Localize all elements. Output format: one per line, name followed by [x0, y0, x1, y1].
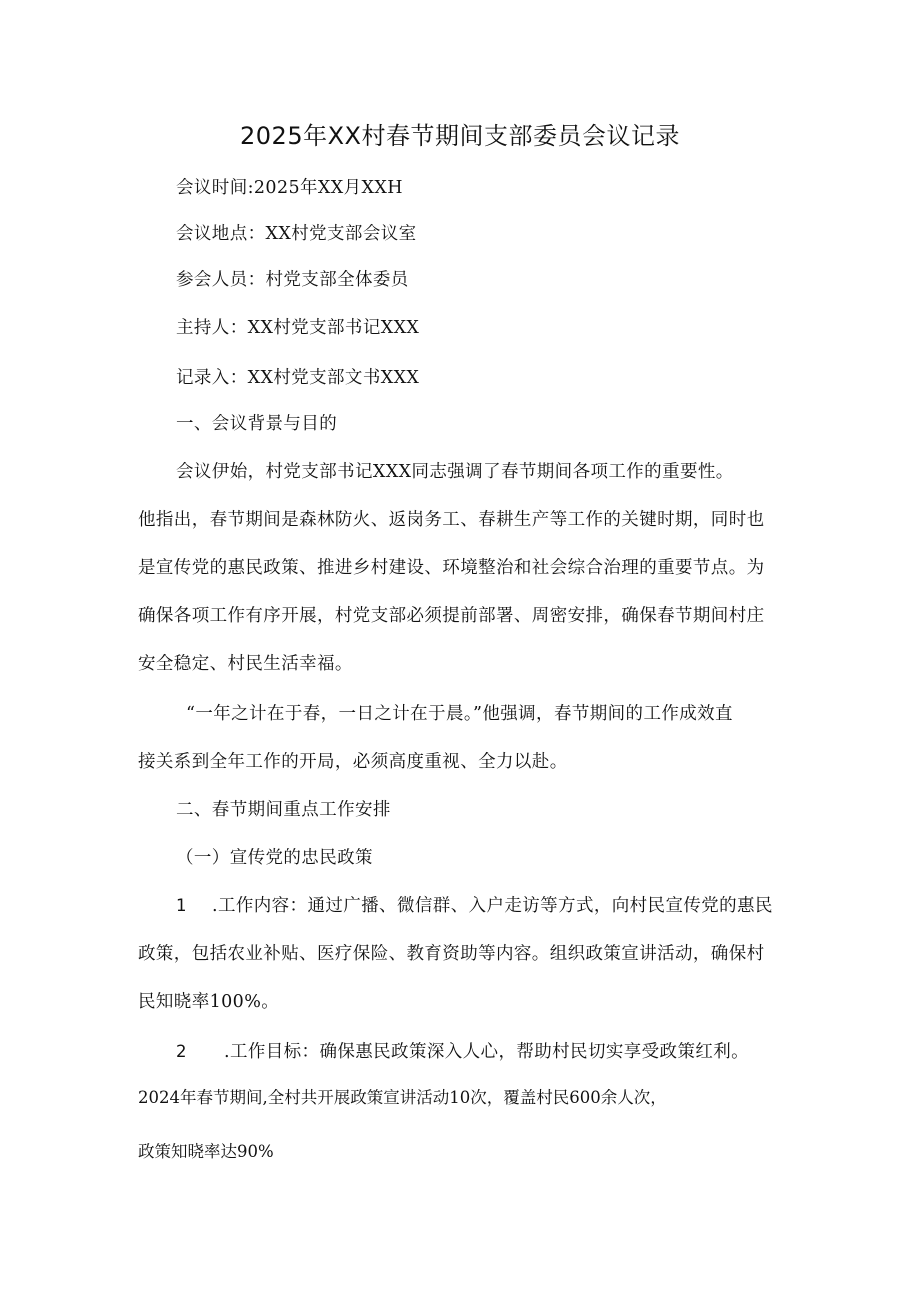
item2-number: 2 [176, 1042, 187, 1061]
section2-heading: 二、春节期间重点工作安排 [176, 800, 391, 820]
section1-paragraph1-line: 会议伊始，村党支部书记XXX同志强调了春节期间各项工作的重要性。 [176, 462, 734, 482]
section1-paragraph2-line: “一年之计在于春，一日之计在于晨。”他强调，春节期间的工作成效直 [186, 704, 733, 724]
section1-paragraph2-line: 接关系到全年工作的开局，必须高度重视、全力以赴。 [138, 752, 568, 772]
meeting-recorder: 记录入：XX村党支部文书XXX [176, 368, 420, 388]
item1-text: .工作内容：通过广播、微信群、入户走访等方式，向村民宣传党的惠民 [212, 896, 773, 916]
item1-number: 1 [176, 896, 187, 915]
item1-line: 政策，包括农业补贴、医疗保险、教育资助等内容。组织政策宣讲活动，确保村 [138, 944, 765, 964]
subsection1-heading: （一）宣传党的忠民政策 [176, 848, 373, 868]
item2-line: 2024年春节期间,全村共开展政策宣讲活动10次，覆盖村民600余人次， [138, 1088, 667, 1107]
meeting-attendees: 参会人员：村党支部全体委员 [176, 270, 409, 290]
section1-paragraph1-line: 确保各项工作有序开展，村党支部必须提前部署、周密安排，确保春节期间村庄 [138, 606, 765, 626]
item2-text: .工作目标：确保惠民政策深入人心，帮助村民切实享受政策红利。 [224, 1042, 750, 1062]
item2-line: 政策知晓率达90% [138, 1142, 274, 1161]
item2-first-line [176, 1040, 749, 1064]
meeting-host: 主持人：XX村党支部书记XXX [176, 318, 420, 338]
section1-heading: 一、会议背景与目的 [176, 414, 338, 434]
meeting-time: 会议时间:2025年XX月XXH [176, 178, 403, 198]
item1-line: 民知晓率100%。 [138, 992, 280, 1012]
item1-first-line [176, 894, 773, 918]
section1-paragraph1-line: 是宣传党的惠民政策、推进乡村建设、环境整治和社会综合治理的重要节点。为 [138, 558, 765, 578]
meeting-place: 会议地点：XX村党支部会议室 [176, 224, 417, 244]
section1-paragraph1-line: 他指出，春节期间是森林防火、返岗务工、春耕生产等工作的关键时期，同时也 [138, 510, 765, 530]
section1-paragraph1-line: 安全稳定、村民生活幸福。 [138, 654, 353, 674]
document-title: 2025年XX村春节期间支部委员会议记录 [240, 122, 680, 150]
